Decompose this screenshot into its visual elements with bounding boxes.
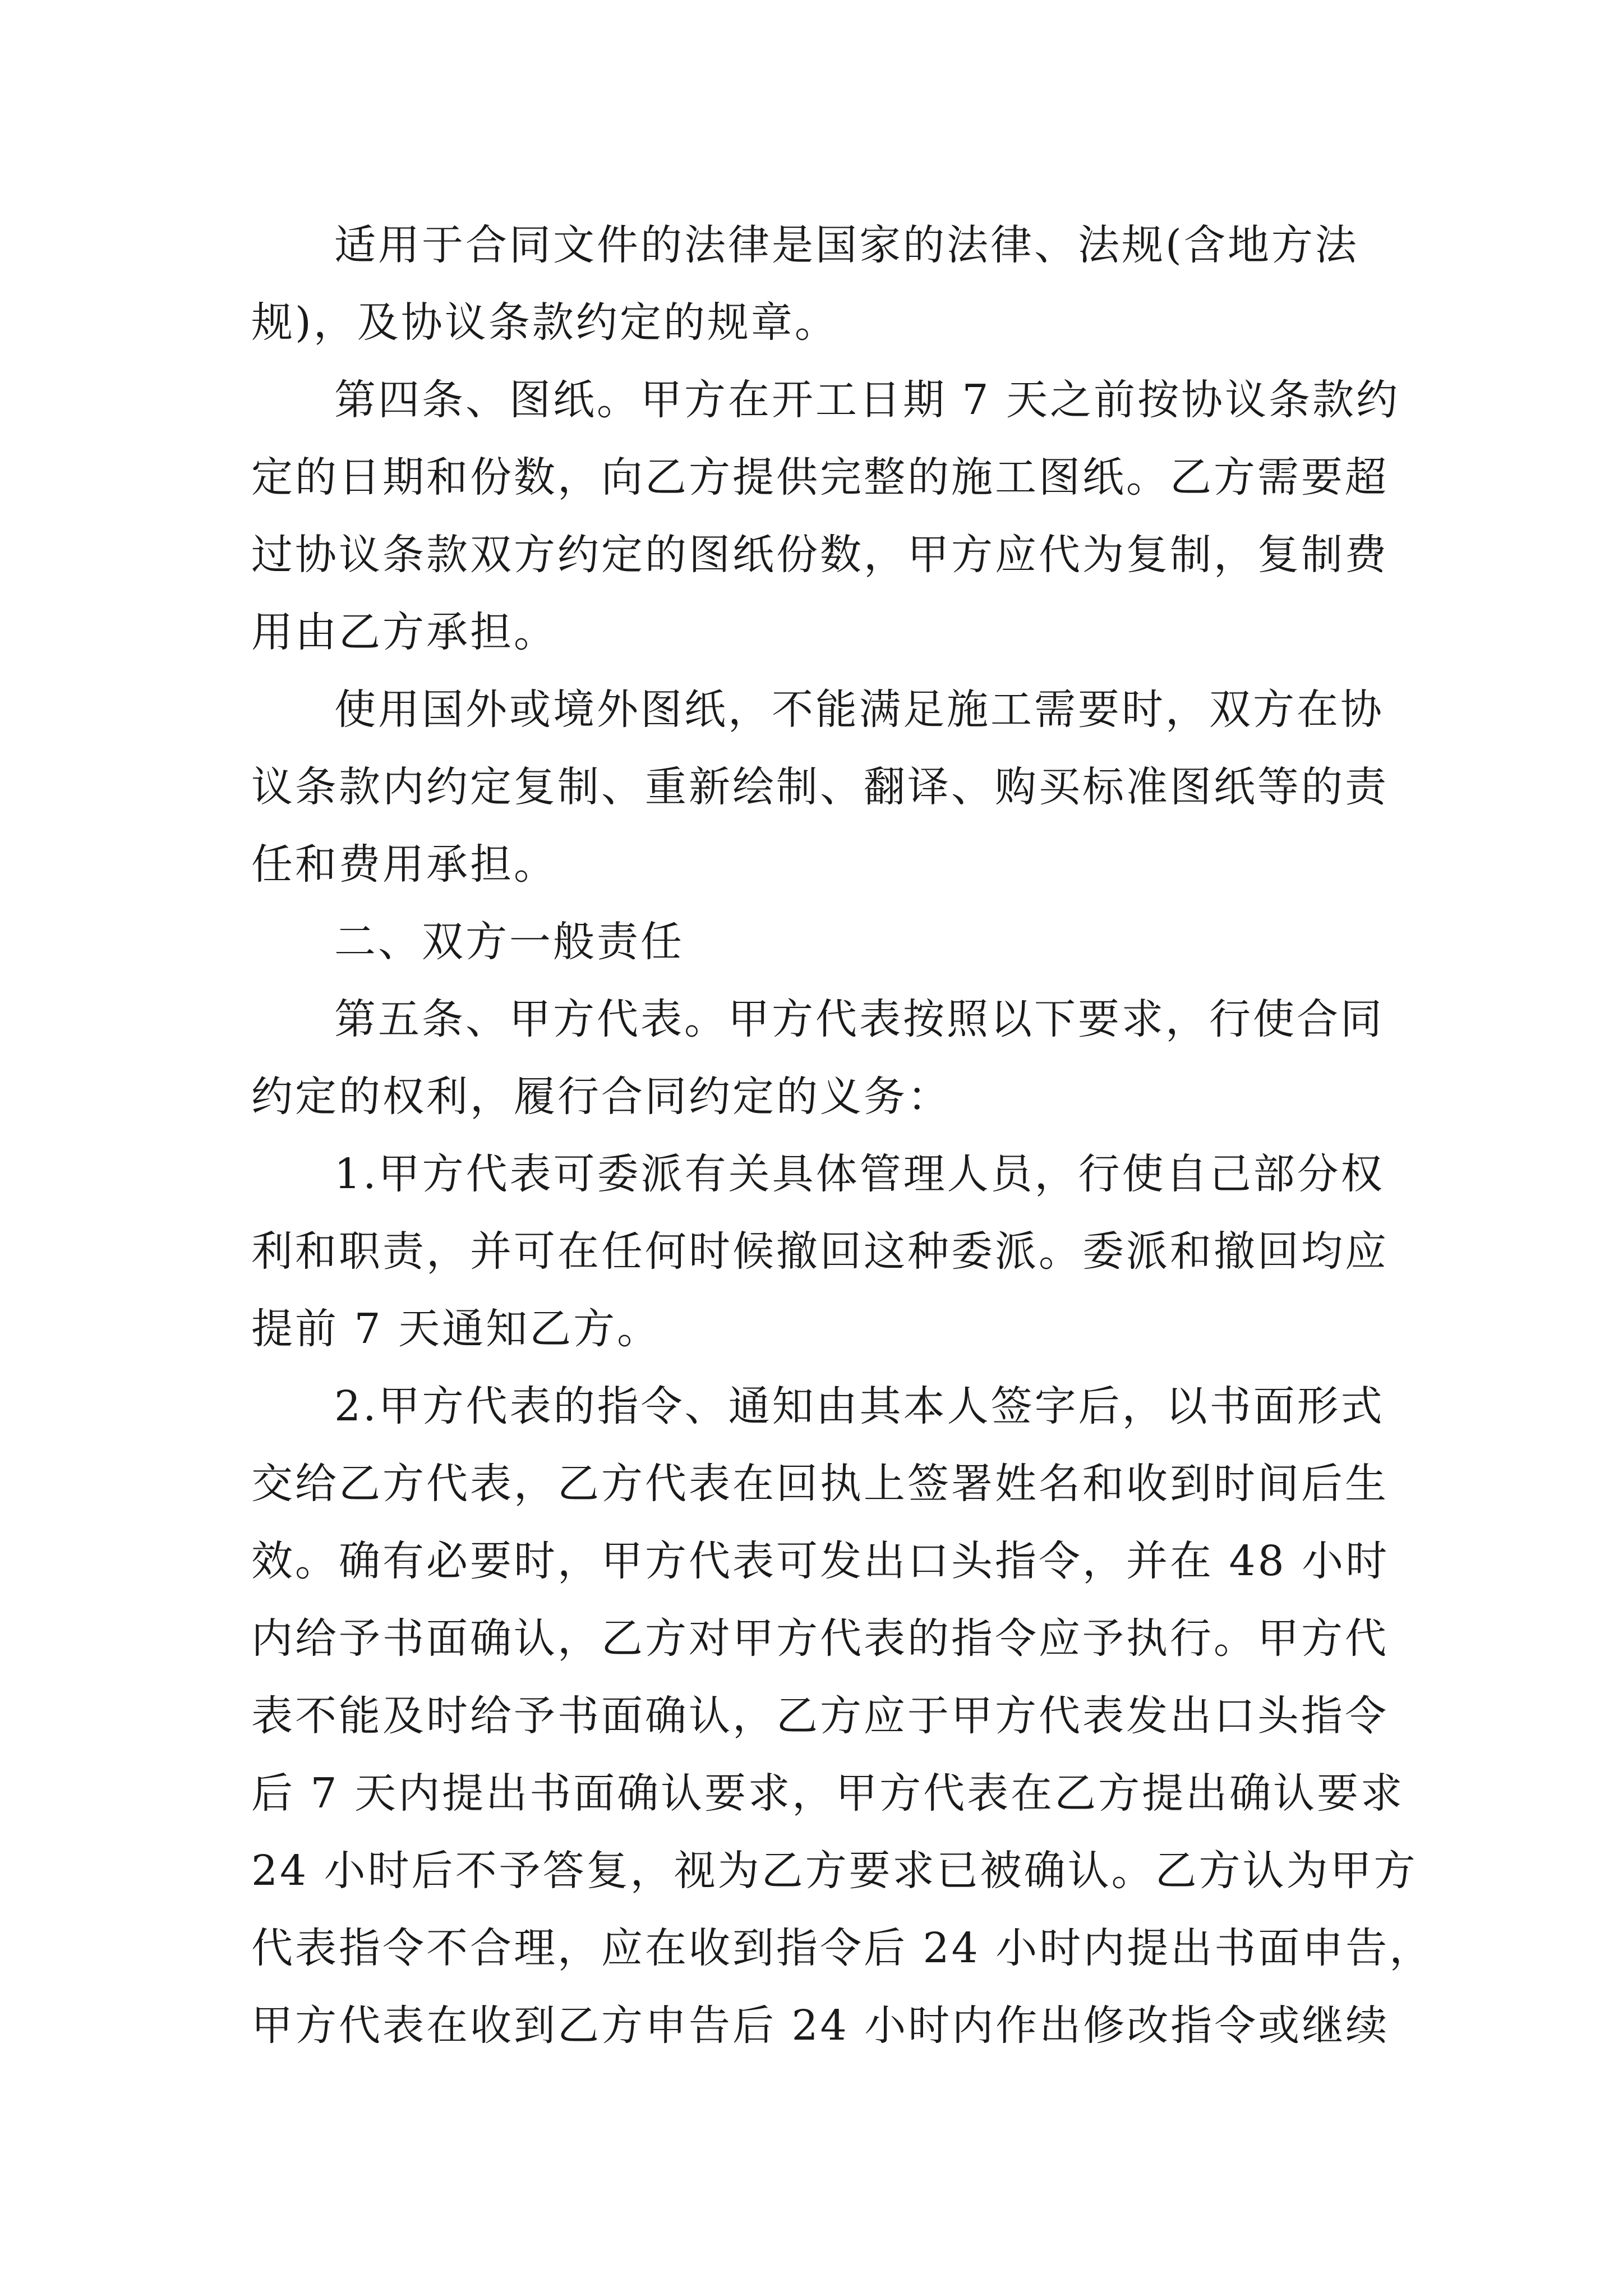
paragraph-article-4-drawings [251,361,1400,671]
paragraph-article-5-representative [251,981,1384,1135]
text-line: 第四条、图纸。甲方在开工日期 7 天之前按协议条款约 [334,376,1400,424]
text-line: 24 小时后不予答复，视为乙方要求已被确认。乙方认为甲方 [251,1847,1418,1895]
list-item-1-delegation [251,1135,1389,1368]
paragraph-applicable-law [251,206,1373,361]
text-line: 利和职责，并可在任何时候撤回这种委派。委派和撤回均应 [251,1227,1389,1276]
text-line: 第五条、甲方代表。甲方代表按照以下要求，行使合同 [334,995,1384,1043]
text-line: 效。确有必要时，甲方代表可发出口头指令，并在 48 小时 [251,1537,1390,1585]
text-line: 规)，及协议条款约定的规章。 [251,298,838,347]
text-line: 过协议条款双方约定的图纸份数，甲方应代为复制，复制费 [251,531,1389,579]
list-item-2-instructions [251,1368,1433,2064]
text-line: 代表指令不合理，应在收到指令后 24 小时内提出书面申告， [251,1924,1433,1972]
text-line: 提前 7 天通知乙方。 [251,1305,661,1353]
text-line: 表不能及时给予书面确认，乙方应于甲方代表发出口头指令 [251,1692,1389,1740]
text-line: 甲方代表在收到乙方申告后 24 小时内作出修改指令或继续 [251,2001,1390,2050]
text-line: 用由乙方承担。 [251,608,557,656]
text-line: 使用国外或境外图纸，不能满足施工需要时，双方在协 [334,685,1384,734]
text-line: 约定的权利，履行合同约定的义务： [251,1073,951,1121]
text-line: 议条款内约定复制、重新绘制、翻译、购买标准图纸等的责 [251,763,1389,811]
text-line: 交给乙方代表，乙方代表在回执上签署姓名和收到时间后生 [251,1460,1389,1508]
text-line: 任和费用承担。 [251,840,557,889]
document-body [251,206,1433,2064]
text-line: 后 7 天内提出书面确认要求，甲方代表在乙方提出确认要求 [251,1769,1405,1818]
text-line: 内给予书面确认，乙方对甲方代表的指令应予执行。甲方代 [251,1614,1389,1663]
paragraph-foreign-drawings [251,671,1389,903]
text-line: 适用于合同文件的法律是国家的法律、法规(含地方法 [334,221,1359,269]
text-line: 1.甲方代表可委派有关具体管理人员，行使自己部分权 [334,1150,1385,1198]
text-line: 定的日期和份数，向乙方提供完整的施工图纸。乙方需要超 [251,453,1389,501]
text-line: 二、双方一般责任 [334,918,684,966]
section-heading-general-responsibilities [251,903,1373,981]
text-line: 2.甲方代表的指令、通知由其本人签字后，以书面形式 [334,1382,1385,1430]
